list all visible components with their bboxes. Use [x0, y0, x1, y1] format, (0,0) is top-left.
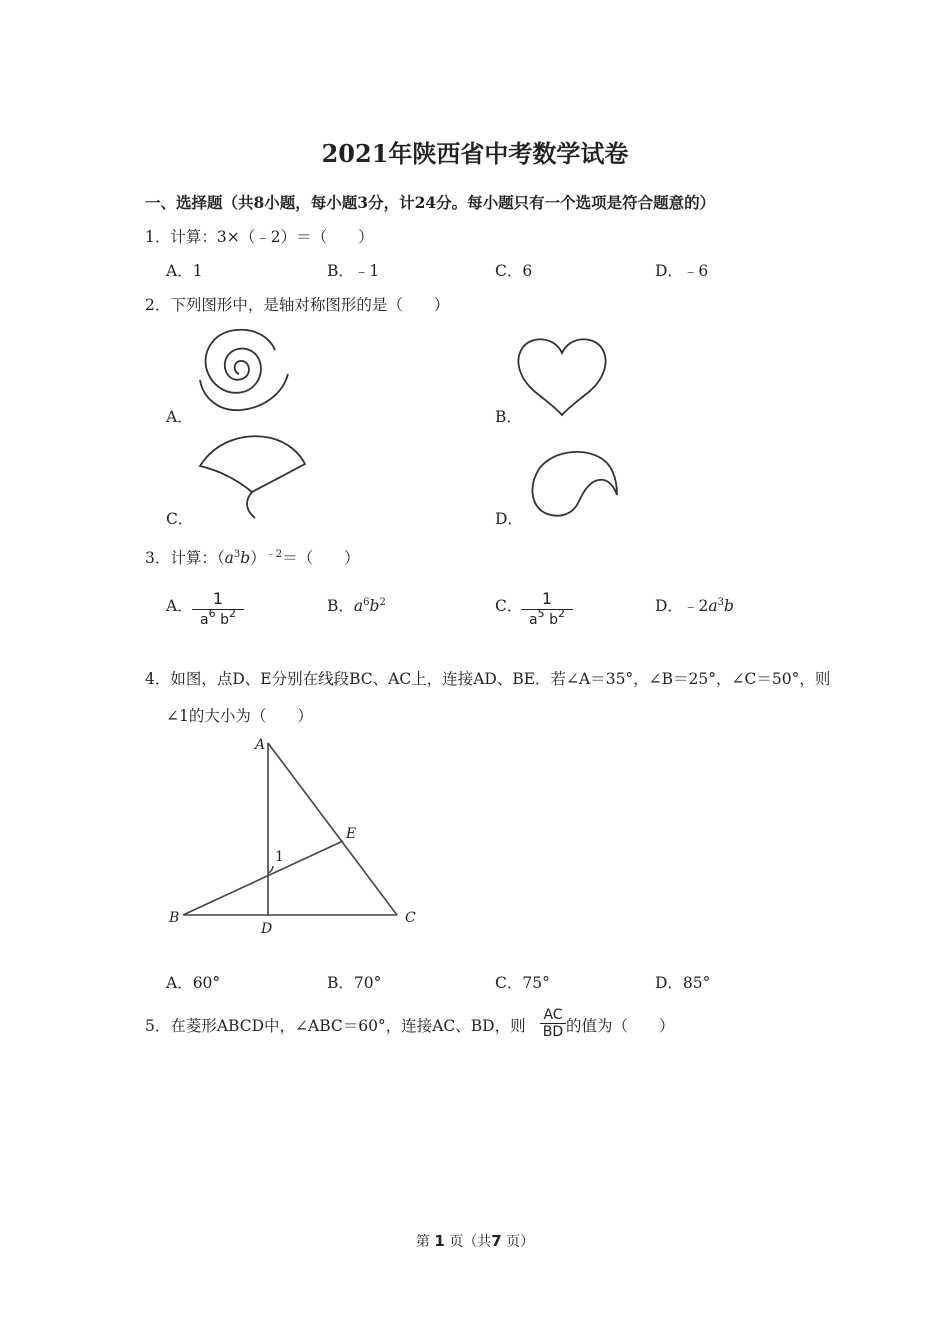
question-1: 1．计算：3×（﹣2）＝（ ） [145, 228, 374, 246]
segment-ac [268, 743, 397, 915]
q4-option-c[interactable]: C．75° [495, 974, 550, 992]
label-c: C [405, 910, 416, 926]
label-b: B [169, 910, 180, 926]
q1-option-d[interactable]: D．﹣6 [655, 262, 709, 280]
q3-option-d[interactable]: D．$﹣2a^3b$ [655, 597, 734, 615]
q4-option-b[interactable]: B．70° [327, 974, 382, 992]
q1-option-b[interactable]: B．﹣1 [327, 262, 380, 280]
question-3: 3．计算：$(a^3b)^{﹣2}=$（ ） [145, 549, 360, 567]
page-title: 2021年陕西省中考数学试卷 [321, 139, 629, 168]
q4-option-a[interactable]: A．60° [166, 974, 221, 992]
heart-figure [515, 333, 610, 418]
q3-option-b[interactable]: B．$a^6b^2$ [327, 597, 386, 615]
q3-option-a-fraction: 1 $a^6$ $b^2$ [192, 590, 244, 629]
spiral-figure [195, 322, 295, 414]
q1-option-a[interactable]: A．1 [166, 262, 203, 280]
label-d: D [261, 921, 273, 937]
q2-option-b[interactable]: B． [495, 408, 522, 426]
question-5-prefix: 5．在菱形ABCD中，∠ABC＝60°，连接AC、BD，则 [145, 1017, 526, 1035]
ginkgo-figure [195, 430, 310, 522]
page-footer: 第 1 页（共7 页） [415, 1232, 535, 1250]
question-5-suffix: 的值为（ ） [566, 1017, 675, 1035]
comma-shape-figure [525, 447, 620, 522]
q5-fraction: AC BD [540, 1007, 566, 1040]
q4-option-d[interactable]: D．85° [655, 974, 711, 992]
q3-option-c-fraction: 1 $a^5$ $b^2$ [521, 590, 573, 629]
label-angle-1: 1 [275, 849, 284, 865]
label-e: E [346, 826, 357, 842]
question-4-line-1: 4．如图，点D、E分别在线段BC、AC上，连接AD、BE．若∠A＝35°，∠B＝25°，∠C＝50°，则 [145, 670, 831, 688]
question-2: 2．下列图形中，是轴对称图形的是（ ） [145, 296, 450, 314]
segment-be [183, 841, 343, 915]
q3-option-c-label[interactable]: C． [495, 597, 523, 615]
q2-option-d[interactable]: D． [495, 510, 523, 528]
section-heading: 一、选择题（共8小题，每小题3分，计24分。每小题只有一个选项是符合题意的） [145, 193, 716, 212]
label-a: A [255, 737, 266, 753]
q3-option-a-label[interactable]: A． [166, 597, 193, 615]
question-4-line-2: ∠1的大小为（ ） [166, 707, 313, 725]
q1-option-c[interactable]: C．6 [495, 262, 533, 280]
q2-option-c[interactable]: C． [166, 510, 194, 528]
triangle-figure [165, 735, 425, 935]
q2-option-a[interactable]: A． [166, 408, 193, 426]
